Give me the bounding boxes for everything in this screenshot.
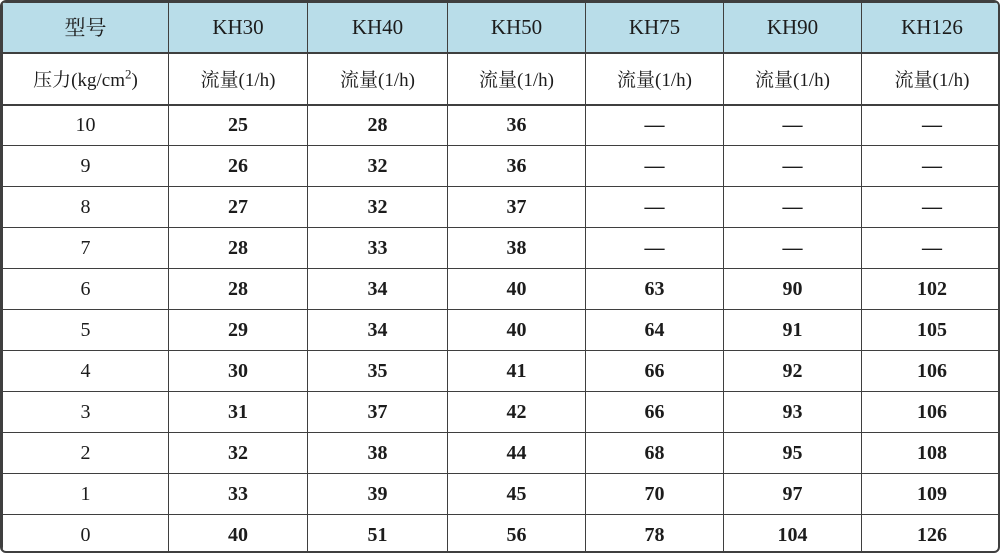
flow-cell: 93 xyxy=(724,392,862,433)
flow-cell: 36 xyxy=(448,105,586,146)
flow-cell: 105 xyxy=(862,310,1000,351)
flow-cell: 30 xyxy=(169,351,308,392)
flow-rate-table xyxy=(2,2,1000,553)
pressure-cell: 9 xyxy=(3,146,169,187)
flow-cell: 91 xyxy=(724,310,862,351)
flow-cell: 64 xyxy=(586,310,724,351)
unit-header-row xyxy=(3,53,1000,105)
flow-unit-cell: 流量(1/h) xyxy=(724,53,862,105)
flow-cell: 126 xyxy=(862,515,1000,553)
flow-cell: 27 xyxy=(169,187,308,228)
model-kh126-cell: KH126 xyxy=(862,3,1000,53)
flow-cell: 37 xyxy=(448,187,586,228)
table-row xyxy=(3,310,1000,351)
flow-cell: 40 xyxy=(448,269,586,310)
flow-cell: 56 xyxy=(448,515,586,553)
flow-cell: 32 xyxy=(308,146,448,187)
flow-unit-cell: 流量(1/h) xyxy=(308,53,448,105)
flow-cell: 68 xyxy=(586,433,724,474)
flow-cell: 45 xyxy=(448,474,586,515)
pressure-cell: 2 xyxy=(3,433,169,474)
flow-cell: 28 xyxy=(169,269,308,310)
flow-unit-cell: 流量(1/h) xyxy=(862,53,1000,105)
flow-unit-cell: 流量(1/h) xyxy=(448,53,586,105)
pressure-unit-cell xyxy=(3,53,169,105)
flow-unit-cell: 流量(1/h) xyxy=(169,53,308,105)
flow-cell: — xyxy=(862,105,1000,146)
table-row xyxy=(3,146,1000,187)
flow-cell: 90 xyxy=(724,269,862,310)
flow-cell: 32 xyxy=(169,433,308,474)
flow-cell: — xyxy=(862,146,1000,187)
flow-cell: 26 xyxy=(169,146,308,187)
flow-cell: 33 xyxy=(169,474,308,515)
flow-cell: — xyxy=(724,146,862,187)
pressure-cell: 7 xyxy=(3,228,169,269)
flow-cell: 106 xyxy=(862,392,1000,433)
table-row xyxy=(3,228,1000,269)
flow-cell: 34 xyxy=(308,310,448,351)
pressure-cell: 3 xyxy=(3,392,169,433)
flow-cell: 36 xyxy=(448,146,586,187)
flow-unit-cell: 流量(1/h) xyxy=(586,53,724,105)
flow-cell: 28 xyxy=(169,228,308,269)
flow-cell: 38 xyxy=(448,228,586,269)
pressure-cell: 0 xyxy=(3,515,169,553)
flow-cell: — xyxy=(586,228,724,269)
flow-cell: — xyxy=(586,105,724,146)
table-row xyxy=(3,351,1000,392)
table-row xyxy=(3,515,1000,553)
flow-cell: 41 xyxy=(448,351,586,392)
flow-cell: — xyxy=(862,187,1000,228)
pressure-cell: 5 xyxy=(3,310,169,351)
table-row xyxy=(3,392,1000,433)
table-row xyxy=(3,105,1000,146)
flow-cell: — xyxy=(586,146,724,187)
flow-cell: 95 xyxy=(724,433,862,474)
model-header-row xyxy=(3,3,1000,53)
flow-cell: 51 xyxy=(308,515,448,553)
model-kh30-cell: KH30 xyxy=(169,3,308,53)
model-kh40-cell: KH40 xyxy=(308,3,448,53)
model-label-cell: 型号 xyxy=(3,3,169,53)
flow-cell: 39 xyxy=(308,474,448,515)
flow-cell: 40 xyxy=(169,515,308,553)
pressure-unit-text: 压力(kg/cm xyxy=(33,70,125,91)
pressure-unit-close: ) xyxy=(131,70,138,91)
flow-cell: 44 xyxy=(448,433,586,474)
flow-cell: 35 xyxy=(308,351,448,392)
model-kh75-cell: KH75 xyxy=(586,3,724,53)
flow-cell: 37 xyxy=(308,392,448,433)
pressure-cell: 6 xyxy=(3,269,169,310)
flow-cell: 42 xyxy=(448,392,586,433)
flow-cell: 106 xyxy=(862,351,1000,392)
flow-cell: 40 xyxy=(448,310,586,351)
flow-cell: — xyxy=(724,105,862,146)
flow-cell: — xyxy=(586,187,724,228)
flow-cell: 104 xyxy=(724,515,862,553)
flow-cell: 25 xyxy=(169,105,308,146)
flow-cell: 32 xyxy=(308,187,448,228)
flow-cell: 102 xyxy=(862,269,1000,310)
pressure-cell: 8 xyxy=(3,187,169,228)
flow-cell: 109 xyxy=(862,474,1000,515)
flow-cell: 70 xyxy=(586,474,724,515)
pressure-cell: 10 xyxy=(3,105,169,146)
pressure-cell: 4 xyxy=(3,351,169,392)
table-row xyxy=(3,474,1000,515)
flow-cell: 33 xyxy=(308,228,448,269)
flow-cell: 34 xyxy=(308,269,448,310)
flow-cell: — xyxy=(724,187,862,228)
flow-cell: 66 xyxy=(586,351,724,392)
flow-cell: 31 xyxy=(169,392,308,433)
flow-cell: 92 xyxy=(724,351,862,392)
pressure-unit-superscript: 2 xyxy=(125,66,132,82)
pressure-cell: 1 xyxy=(3,474,169,515)
flow-cell: 38 xyxy=(308,433,448,474)
flow-cell: 28 xyxy=(308,105,448,146)
flow-cell: 97 xyxy=(724,474,862,515)
flow-cell: 63 xyxy=(586,269,724,310)
flow-cell: — xyxy=(862,228,1000,269)
flow-cell: 78 xyxy=(586,515,724,553)
model-kh50-cell: KH50 xyxy=(448,3,586,53)
flow-cell: 66 xyxy=(586,392,724,433)
flow-cell: 108 xyxy=(862,433,1000,474)
table-row xyxy=(3,187,1000,228)
table-row xyxy=(3,433,1000,474)
flow-cell: 29 xyxy=(169,310,308,351)
model-kh90-cell: KH90 xyxy=(724,3,862,53)
flow-cell: — xyxy=(724,228,862,269)
table-row xyxy=(3,269,1000,310)
